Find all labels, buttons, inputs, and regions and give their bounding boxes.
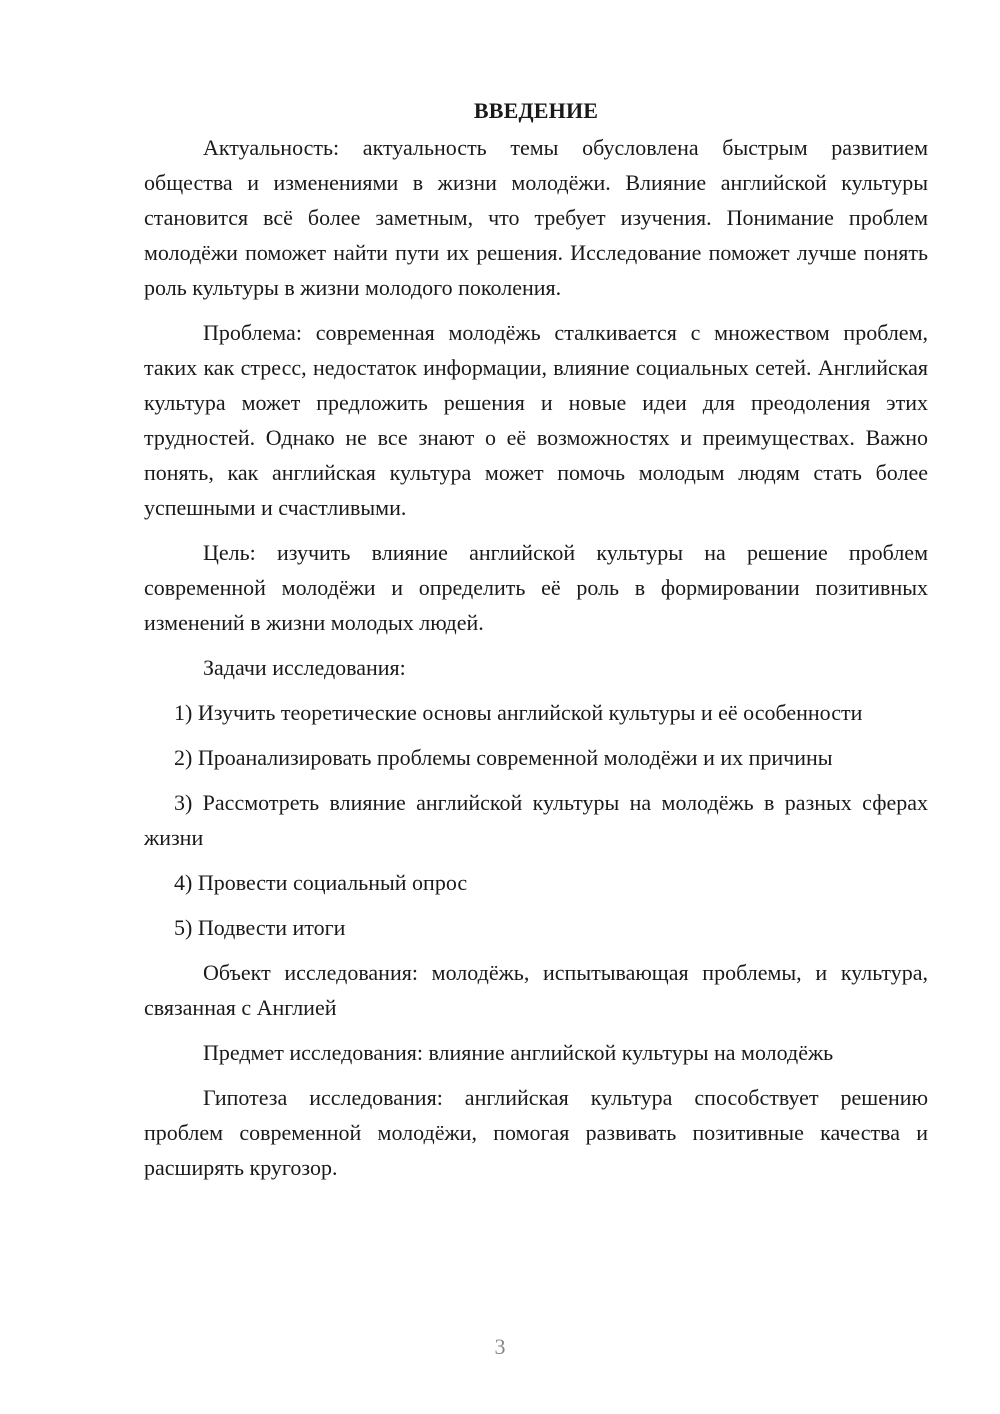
relevance-paragraph: Актуальность: актуальность темы обусловлена быстрым развитием общества и изменениями в жизни молодёжи. Влияние английской культуры становится всё более заметным, что требует изучения. Понимание проблем молодёжи поможет найти пути их решения. Исследование поможет лучше понять роль культуры в жизни молодого поколения. [144,135,928,300]
page-number: 3 [494,1334,506,1359]
task-item: 2) Проанализировать проблемы современной молодёжи и их причины [174,745,833,770]
tasks-heading: Задачи исследования: [203,655,406,680]
task-item: 3) Рассмотреть влияние английской культуры на молодёжь в разных сферах жизни [144,790,928,850]
task-item: 4) Провести социальный опрос [174,870,468,895]
object-paragraph: Объект исследования: молодёжь, испытывающая проблемы, и культура, связанная с Англией [144,960,928,1020]
task-item: 1) Изучить теоретические основы английской культуры и её особенности [174,700,863,725]
task-item: 5) Подвести итоги [174,915,346,940]
problem-paragraph: Проблема: современная молодёжь сталкивается с множеством проблем, таких как стресс, недостаток информации, влияние социальных сетей. Английская культура может предложить решения и новые идеи для преодоления этих трудностей. Однако не все знают о её возможностях и преимуществах. Важно понять, как английская культура может помочь молодым людям стать более успешными и счастливыми. [144,320,928,520]
section-title: ВВЕДЕНИЕ [473,98,599,123]
document-page [144,96,928,1195]
subject-paragraph: Предмет исследования: влияние английской культуры на молодёжь [203,1040,834,1065]
goal-paragraph: Цель: изучить влияние английской культуры на решение проблем современной молодёжи и определить её роль в формировании позитивных изменений в жизни молодых людей. [144,540,928,635]
hypothesis-paragraph: Гипотеза исследования: английская культура способствует решению проблем современной молодёжи, помогая развивать позитивные качества и расширять кругозор. [144,1085,928,1180]
